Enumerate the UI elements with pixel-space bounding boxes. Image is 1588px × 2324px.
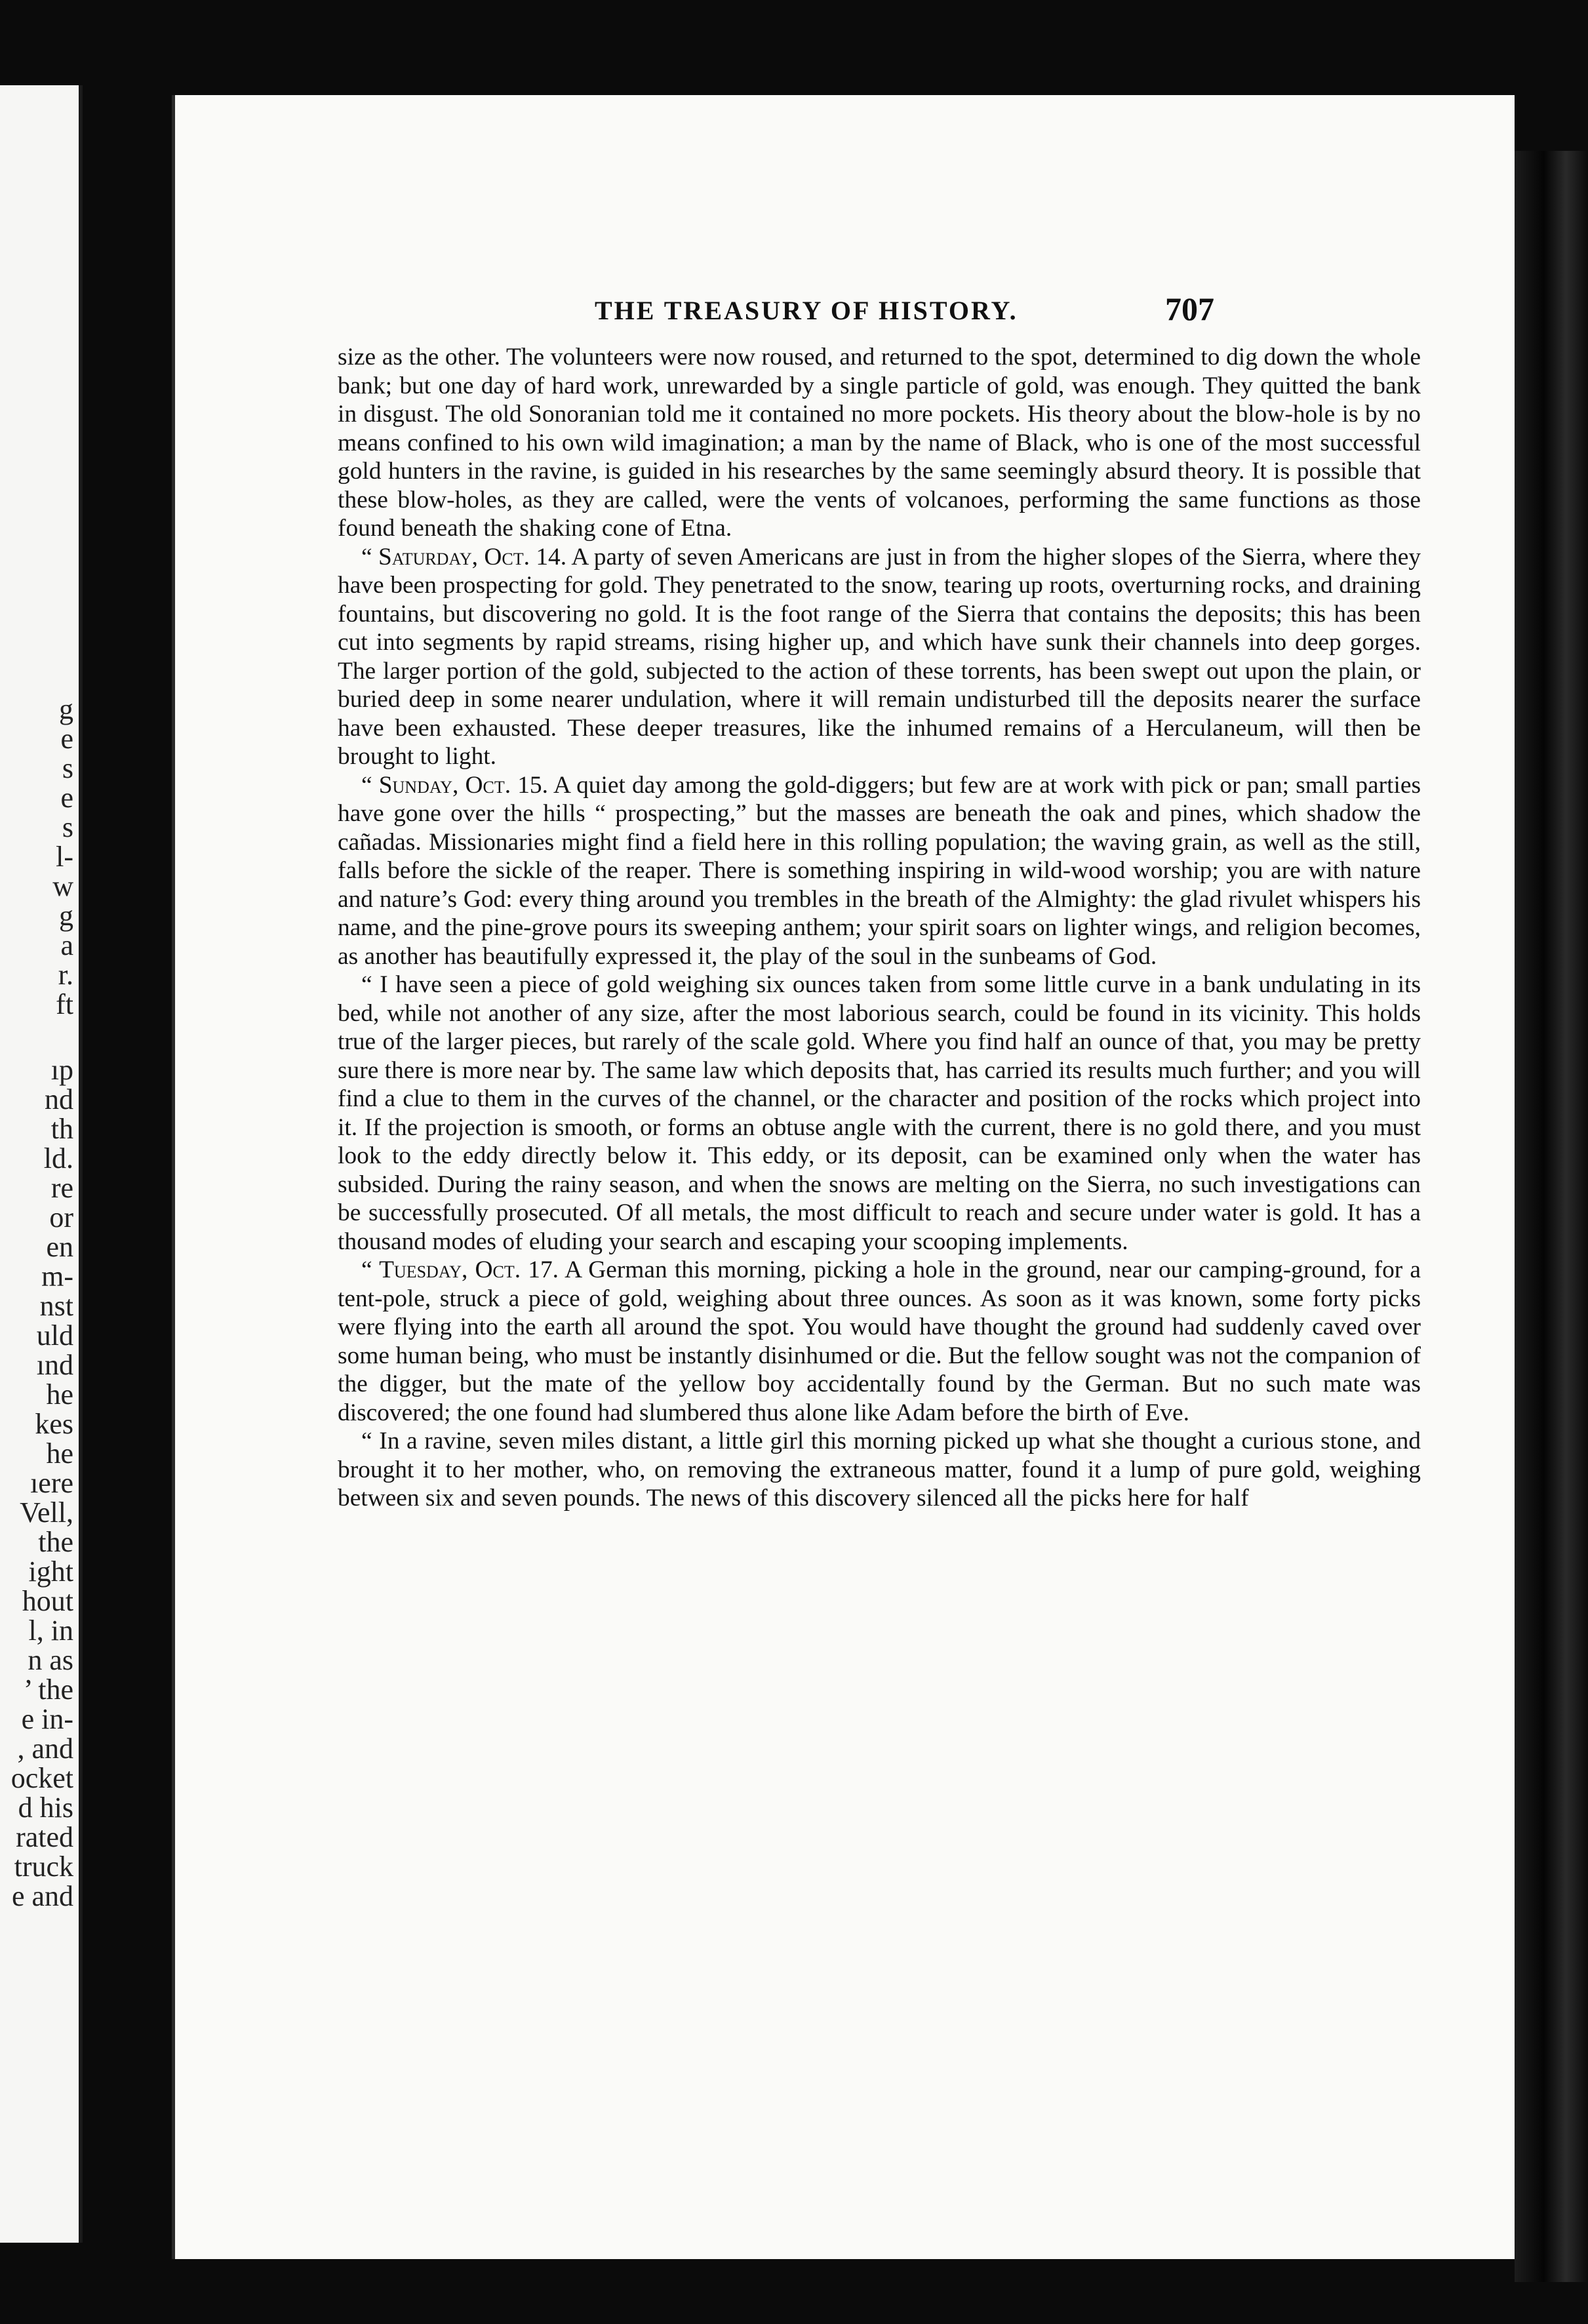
paragraph — [338, 343, 1421, 543]
facing-page-text-fragment: ight — [28, 1555, 73, 1588]
facing-page-text-fragment: or — [49, 1201, 73, 1233]
paragraph — [338, 771, 1421, 971]
facing-page-text-fragment: the — [38, 1526, 73, 1558]
facing-page-text-fragment: a — [60, 929, 73, 961]
facing-page-text-fragment: truck — [14, 1851, 73, 1883]
facing-page-text-fragment: ’ the — [23, 1673, 73, 1706]
paragraph — [338, 971, 1421, 1256]
paragraph-text: A German this morning, picking a hole in the ground, near our camping-ground, for a tent-pole, struck a piece of gold, weighing about three ounces. As soon as it was known, some forty picks were flying into the earth all around the spot. You would have thought the ground had suddenly caved over some human being, who must be instantly disinhumed or die. But the fellow sought was not the companion of the digger, but the mate of the yellow boy accidentally found by the German. But no such mate was discovered; the one found had slumbered thus alone like Adam before the birth of Eve. — [338, 1256, 1421, 1426]
facing-page-text-fragment: th — [50, 1113, 73, 1145]
facing-page-text-fragment: ocket — [10, 1762, 73, 1794]
facing-page-text-fragment: re — [50, 1172, 73, 1204]
facing-page-text-fragment: hout — [22, 1585, 73, 1617]
paragraph-text: “ I have seen a piece of gold weighing six ounces taken from some little curve in a bank undulating in its bed, while not another of any size, after the most laborious search, could be found in its vicinity. This holds true of the larger pieces, but rarely of the scale gold. Where you find half an ounce of that, you may be pretty sure there is more near by. The same law which deposits that, has carried its results much further; and you will find a clue to them in the curves of the channel, or the character and position of the rocks which project into it. If the projection is smooth, or forms an obtuse angle with the current, there is no gold there, and you must look to the eddy directly below it. This eddy, or its deposit, can be examined only when the water has subsided. During the rainy season, and when the snows are melting on the Sierra, no such investigations can be successfully prosecuted. Of all metals, the most difficult to reach and secure under water is gold. It has a thousand modes of eluding your search and escaping your scooping implements. — [338, 971, 1421, 1255]
facing-page-text-fragment: e in- — [21, 1703, 73, 1735]
facing-page-text-fragment: d his — [18, 1792, 73, 1824]
facing-page-text-fragment: kes — [35, 1408, 73, 1440]
facing-page-text-fragment: e and — [11, 1880, 73, 1912]
facing-page-text-fragment: Vell, — [20, 1496, 73, 1529]
paragraph-text: A party of seven Americans are just in from the higher slopes of the Sierra, where they have been prospecting for gold. They penetrated to the snow, tearing up roots, overturning rocks, and draining fountains, but discovering no gold. It is the foot range of the Sierra that contains the deposits; this has been cut into segments by rapid streams, rising higher up, and which have sunk their channels into deep gorges. The larger portion of the gold, subjected to the action of these torrents, has been swept out upon the plain, or buried deep in some nearer undulation, where it will remain undisturbed till the deposits nearer the surface have been exhausted. These deeper treasures, like the inhumed remains of a Herculaneum, will then be brought to light. — [338, 543, 1421, 770]
body-text — [338, 343, 1421, 1513]
entry-date: “ Sunday, Oct. 15. — [361, 771, 548, 799]
entry-date: “ Saturday, Oct. 14. — [361, 543, 567, 571]
facing-page-text-fragment: w — [52, 870, 73, 902]
facing-page-text-fragment: uld — [36, 1319, 73, 1352]
facing-page-text-fragment: n as — [28, 1644, 73, 1676]
paragraph-text: “ In a ravine, seven miles distant, a little girl this morning picked up what she thought a curious stone, and brought it to her mother, who, on removing the extraneous matter, found it a lump of pure gold, weighing between six and seven pounds. The news of this discovery silenced all the picks here for half — [338, 1428, 1421, 1512]
paragraph — [338, 1256, 1421, 1427]
facing-page-fragment — [0, 85, 83, 2243]
facing-page-text-fragment: he — [46, 1378, 73, 1411]
paragraph-text: size as the other. The volunteers were now roused, and returned to the spot, determined to dig down the whole bank; but one day of hard work, unrewarded by a single particle of gold, was enough. They quitted the bank in disgust. The old Sonoranian told me it contained no more pockets. His theory about the blow-hole is by no means confined to his own wild imagination; a man by the name of Black, who is one of the most successful gold hunters in the ravine, is guided in his researches by the same seemingly absurd theory. It is possible that these blow-holes, as they are called, were the vents of volcanoes, performing the same functions as those found beneath the shaking cone of Etna. — [338, 344, 1421, 542]
facing-page-text-fragment: s — [62, 752, 73, 784]
facing-page-text-fragment: ıp — [50, 1054, 73, 1086]
facing-page-text-fragment: l, in — [28, 1614, 73, 1647]
facing-page-text-fragment: nst — [39, 1290, 73, 1322]
facing-page-text-fragment: ft — [56, 988, 73, 1020]
binding-gutter — [1515, 151, 1588, 2282]
facing-page-text-fragment: en — [46, 1231, 73, 1263]
facing-page-text-fragment: , and — [17, 1733, 73, 1765]
facing-page-text-fragment: m- — [41, 1260, 73, 1292]
book-page — [172, 95, 1515, 2259]
paragraph — [338, 543, 1421, 771]
facing-page-text-fragment: he — [46, 1437, 73, 1470]
facing-page-text-fragment: nd — [45, 1083, 73, 1115]
facing-page-text-fragment: s — [62, 811, 73, 843]
paragraph-text: A quiet day among the gold-diggers; but few are at work with pick or pan; small parties have gone over the hills “ prospecting,” but the masses are beneath the oak and pines, which shadow the cañadas. Missionaries might find a field here in this rolling population; the waving grain, as well as the still, falls before the sickle of the reaper. There is something inspiring in wild-wood worship; you are with nature and nature’s God: every thing around you trembles in the breath of the Almighty: the glad rivulet whispers his name, and the pine-grove pours its sweeping anthem; your spirit soars on lighter wings, and religion becomes, as another has beautifully expressed it, the play of the soul in the sunbeams of God. — [338, 771, 1421, 970]
facing-page-text-fragment: r. — [58, 959, 73, 991]
facing-page-text-fragment: e — [60, 723, 73, 755]
facing-page-text-fragment: rated — [16, 1821, 73, 1853]
facing-page-text-fragment: e — [60, 782, 73, 814]
entry-date: “ Tuesday, Oct. 17. — [361, 1256, 559, 1283]
page-header — [175, 290, 1518, 341]
facing-page-text-fragment: g — [59, 693, 73, 725]
facing-page-text-fragment: ıere — [30, 1467, 73, 1499]
facing-page-text-fragment: g — [59, 900, 73, 932]
running-head: THE TREASURY OF HISTORY. — [595, 296, 1018, 325]
paragraph — [338, 1427, 1421, 1513]
facing-page-text-fragment: ınd — [36, 1349, 73, 1381]
facing-page-text-fragment: ld. — [43, 1142, 73, 1174]
facing-page-text-fragment: l- — [56, 841, 73, 873]
page-number: 707 — [1165, 290, 1214, 327]
